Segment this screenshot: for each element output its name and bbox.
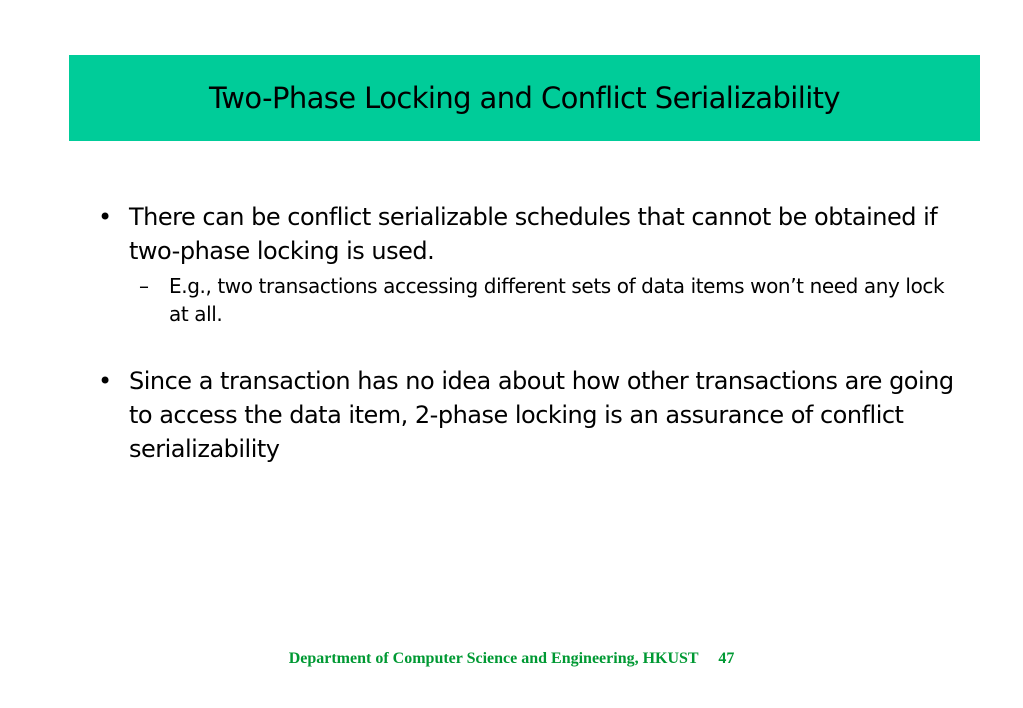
slide-title: Two-Phase Locking and Conflict Serializability bbox=[208, 81, 840, 115]
bullet-text: There can be conflict serializable schedules that cannot be obtained if two-phase locking is used. bbox=[129, 203, 938, 265]
slide-footer bbox=[0, 650, 1023, 668]
bullet-item bbox=[92, 200, 962, 268]
bullet-marker: • bbox=[98, 367, 112, 395]
sub-bullet-text: E.g., two transactions accessing different sets of data items won’t need any lock at all. bbox=[169, 274, 945, 326]
bullet-item bbox=[92, 364, 962, 466]
bullet-text: Since a transaction has no idea about how other transactions are going to access the data item, 2-phase locking is an assurance of conflict serializability bbox=[129, 367, 954, 463]
footer-department: Department of Computer Science and Engineering, HKUST bbox=[288, 650, 699, 667]
sub-bullet-item bbox=[129, 272, 962, 328]
bullet-marker: • bbox=[98, 203, 112, 231]
page-number: 47 bbox=[718, 650, 735, 667]
title-bar bbox=[69, 55, 980, 141]
slide-content bbox=[92, 200, 962, 466]
sub-bullet-marker: – bbox=[139, 274, 149, 298]
